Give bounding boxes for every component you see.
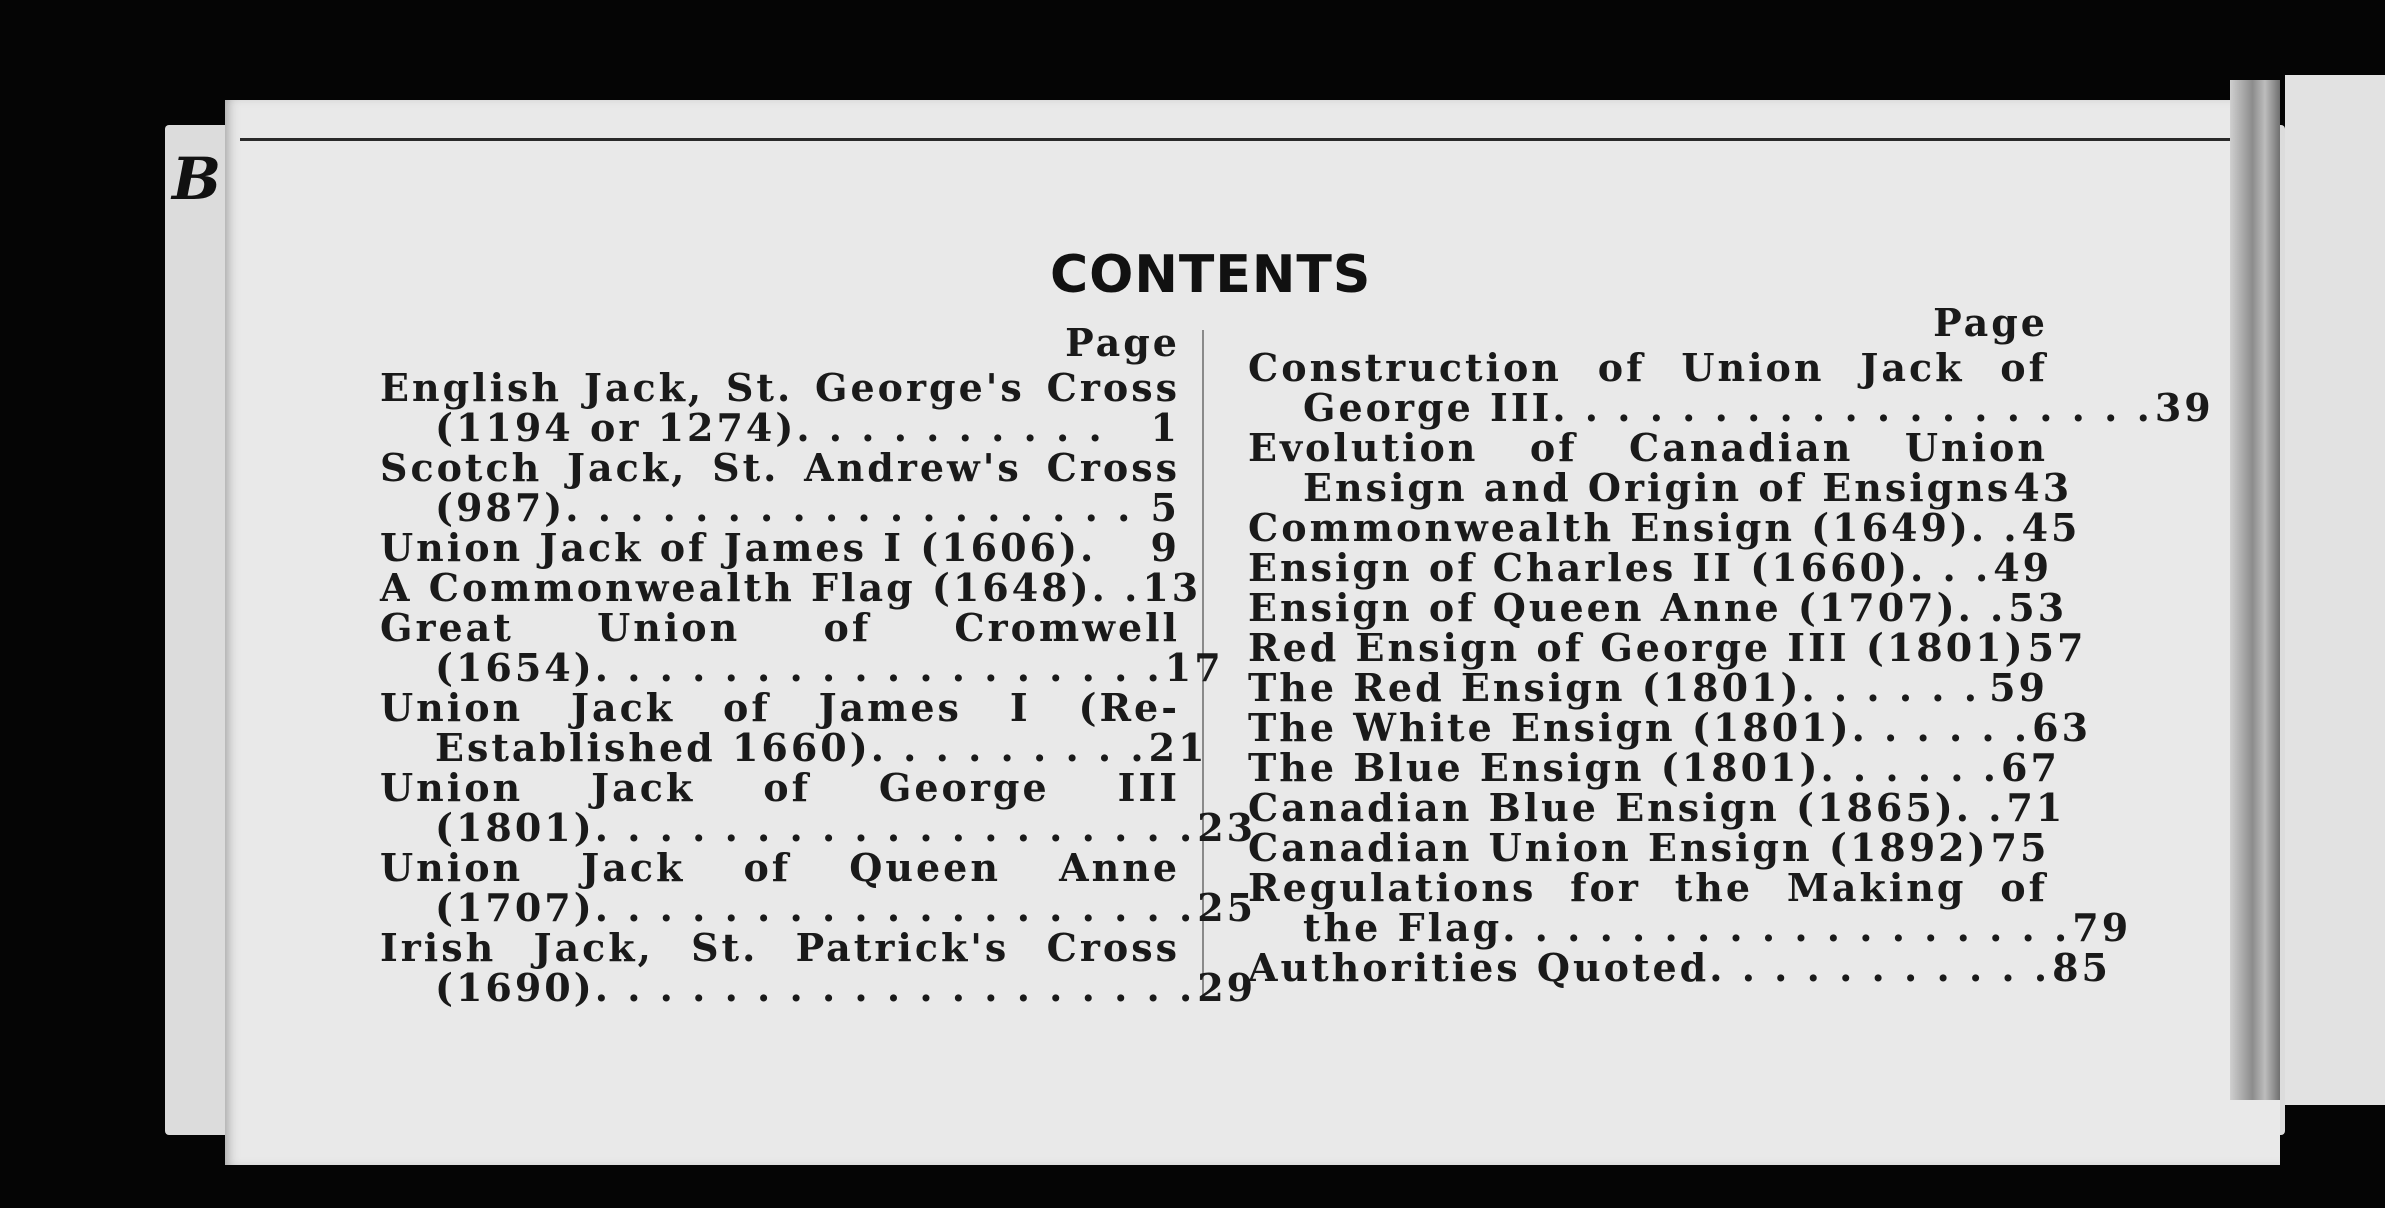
contents-entry	[380, 445, 1180, 530]
contents-entry	[1248, 785, 2066, 830]
page-number: 59	[1989, 665, 2048, 710]
entry-line	[380, 725, 1208, 770]
contents-entry	[380, 765, 1257, 850]
contents-entry	[1248, 625, 2087, 670]
entry-text: English Jack, St. George's Cross	[380, 365, 1180, 410]
leader-dots: . . . . . . . . . . .	[1709, 945, 2051, 990]
contents-entry	[1248, 345, 2214, 430]
entry-text: (1654)	[435, 645, 595, 690]
leader-dots: . . . . . .	[1801, 665, 1980, 710]
leader-dots: . . . . . . . . .	[870, 725, 1147, 770]
entry-line	[380, 805, 1257, 850]
page-number: 53	[2008, 585, 2068, 630]
page-number: 67	[2001, 745, 2060, 790]
entry-line	[1248, 705, 2092, 750]
entry-text: Red Ensign of George III (1801)	[1248, 625, 2026, 670]
contents-entry	[1248, 825, 2050, 870]
contents-entry	[1248, 425, 2073, 510]
page-number: 1	[1150, 405, 1180, 450]
entry-text: Great Union of Cromwell	[380, 605, 1180, 650]
entry-text: Ensign of Charles II (1660)	[1248, 545, 1911, 590]
entry-text: Union Jack of George III	[380, 765, 1180, 810]
contents-entry	[380, 565, 1202, 610]
entry-line	[1248, 945, 2111, 990]
page-column-header: Page	[1065, 320, 1180, 365]
page-number: 25	[1197, 885, 1257, 930]
contents-entry	[1248, 545, 2053, 590]
contents-title: CONTENTS	[1050, 245, 1372, 305]
page-number: 71	[2006, 785, 2066, 830]
entry-text: (1801)	[435, 805, 595, 850]
entry-line	[1248, 385, 2214, 430]
contents-entry	[1248, 745, 2060, 790]
page-number: 45	[2021, 505, 2081, 550]
entry-text: Canadian Union Ensign (1892)	[1248, 825, 1989, 870]
entry-text: (1707)	[435, 885, 595, 930]
leader-dots: . .	[1955, 785, 2005, 830]
contents-column-left	[380, 320, 1257, 1010]
page-number: 43	[2013, 465, 2073, 510]
leader-dots: . . . . . . . . . . . . . . . . . . .	[594, 885, 1196, 930]
entry-text: (1690)	[435, 965, 595, 1010]
leader-dots: . . . . . . . . . . . . . . . . . . .	[594, 965, 1196, 1010]
page-number: 9	[1150, 525, 1180, 570]
entry-line	[380, 365, 1180, 410]
entry-line	[1248, 465, 2073, 510]
entry-text: Construction of Union Jack of	[1248, 345, 2048, 390]
contents-entry	[380, 605, 1224, 690]
contents-entry	[1248, 705, 2092, 750]
entry-line	[1248, 865, 2048, 910]
corner-mark: B	[172, 145, 222, 213]
entry-line	[380, 965, 1257, 1010]
contents-entry	[1248, 665, 2048, 710]
next-page-edge	[2285, 75, 2385, 1105]
page-number: 29	[1197, 965, 1257, 1010]
entry-text: The Blue Ensign (1801)	[1248, 745, 1821, 790]
entry-line	[1248, 505, 2081, 550]
entry-text: (987)	[435, 485, 566, 530]
entry-text: Commonwealth Ensign (1649)	[1248, 505, 1971, 550]
entry-text: Irish Jack, St. Patrick's Cross	[380, 925, 1180, 970]
leader-dots: . .	[1970, 505, 2020, 550]
entry-text: Authorities Quoted	[1248, 945, 1710, 990]
entry-list	[380, 365, 1257, 1010]
leader-dots: . . . . . . . . . . . . . . . . . .	[594, 645, 1163, 690]
entry-list	[1248, 345, 2214, 990]
contents-entry	[380, 925, 1257, 1010]
entry-line	[1248, 905, 2132, 950]
entry-text: The Red Ensign (1801)	[1248, 665, 1802, 710]
entry-line	[380, 405, 1180, 450]
entry-text: Ensign of Queen Anne (1707)	[1248, 585, 1958, 630]
entry-text: A Commonwealth Flag (1648)	[380, 565, 1092, 610]
entry-line	[380, 645, 1224, 690]
page-number: 17	[1164, 645, 1224, 690]
contents-column-right	[1248, 300, 2214, 990]
entry-text: Evolution of Canadian Union	[1248, 425, 2048, 470]
entry-text: Scotch Jack, St. Andrew's Cross	[380, 445, 1180, 490]
entry-text: The White Ensign (1801)	[1248, 705, 1852, 750]
leader-dots: . . . . . . . . . . . . . . . . . . .	[594, 805, 1196, 850]
page-number: 79	[2072, 905, 2132, 950]
page-number: 49	[1993, 545, 2053, 590]
entry-line	[1248, 545, 2053, 590]
leader-dots: . . . . . . . . . . . . . . . . . .	[565, 485, 1134, 530]
page-fold-shadow	[2230, 80, 2280, 1100]
entry-text: Established 1660)	[435, 725, 871, 770]
contents-entry	[380, 685, 1208, 770]
leader-dots: . . .	[1910, 545, 1992, 590]
entry-text: Union Jack of Queen Anne	[380, 845, 1180, 890]
entry-text: Union Jack of James I (1606)	[380, 525, 1080, 570]
entry-line	[380, 685, 1180, 730]
leader-dots: . . . . . .	[1851, 705, 2031, 750]
leader-dots: . . . . . . . . . . . . . . . . . . .	[1552, 385, 2153, 430]
entry-line	[1248, 585, 2068, 630]
entry-line	[1248, 825, 2050, 870]
leader-dots: . .	[1091, 565, 1141, 610]
page-number: 57	[2027, 625, 2087, 670]
page-number: 13	[1142, 565, 1202, 610]
entry-text: Ensign and Origin of Ensigns	[1303, 465, 2012, 510]
page-number: 23	[1197, 805, 1257, 850]
entry-line	[380, 845, 1180, 890]
page-number: 75	[1990, 825, 2050, 870]
page-number: 39	[2154, 385, 2214, 430]
entry-line	[380, 925, 1180, 970]
contents-entry	[380, 525, 1180, 570]
entry-line	[1248, 745, 2060, 790]
entry-text: Union Jack of James I (Re-	[380, 685, 1180, 730]
leader-dots: .	[1079, 525, 1097, 570]
entry-line	[1248, 345, 2048, 390]
contents-entry	[1248, 585, 2068, 630]
entry-line	[1248, 425, 2048, 470]
leader-dots: . . . . . . . . . . . . . . . . . .	[1502, 905, 2071, 950]
entry-text: the Flag	[1303, 905, 1503, 950]
entry-text: Regulations for the Making of	[1248, 865, 2048, 910]
entry-line	[1248, 785, 2066, 830]
page-number: 5	[1150, 485, 1180, 530]
contents-entry	[380, 845, 1257, 930]
entry-text: Canadian Blue Ensign (1865)	[1248, 785, 1956, 830]
entry-line	[380, 765, 1180, 810]
page-number: 63	[2032, 705, 2092, 750]
page-number: 85	[2052, 945, 2111, 990]
entry-line	[380, 885, 1257, 930]
page-column-header: Page	[1933, 300, 2048, 345]
leader-dots: . .	[1957, 585, 2007, 630]
entry-line	[380, 445, 1180, 490]
entry-line	[380, 525, 1180, 570]
leader-dots: . . . . . .	[1820, 745, 1999, 790]
page-top-rule	[240, 138, 2230, 141]
contents-entry	[1248, 865, 2132, 950]
entry-text: (1194 or 1274)	[435, 405, 797, 450]
contents-entry	[1248, 945, 2111, 990]
contents-entry	[1248, 505, 2081, 550]
entry-line	[380, 485, 1180, 530]
entry-line	[380, 565, 1202, 610]
entry-text: George III	[1303, 385, 1553, 430]
entry-line	[1248, 665, 2048, 710]
page-number: 21	[1148, 725, 1208, 770]
leader-dots: . . . . . . . . . .	[796, 405, 1105, 450]
contents-entry	[380, 365, 1180, 450]
entry-line	[1248, 625, 2087, 670]
entry-line	[380, 605, 1180, 650]
